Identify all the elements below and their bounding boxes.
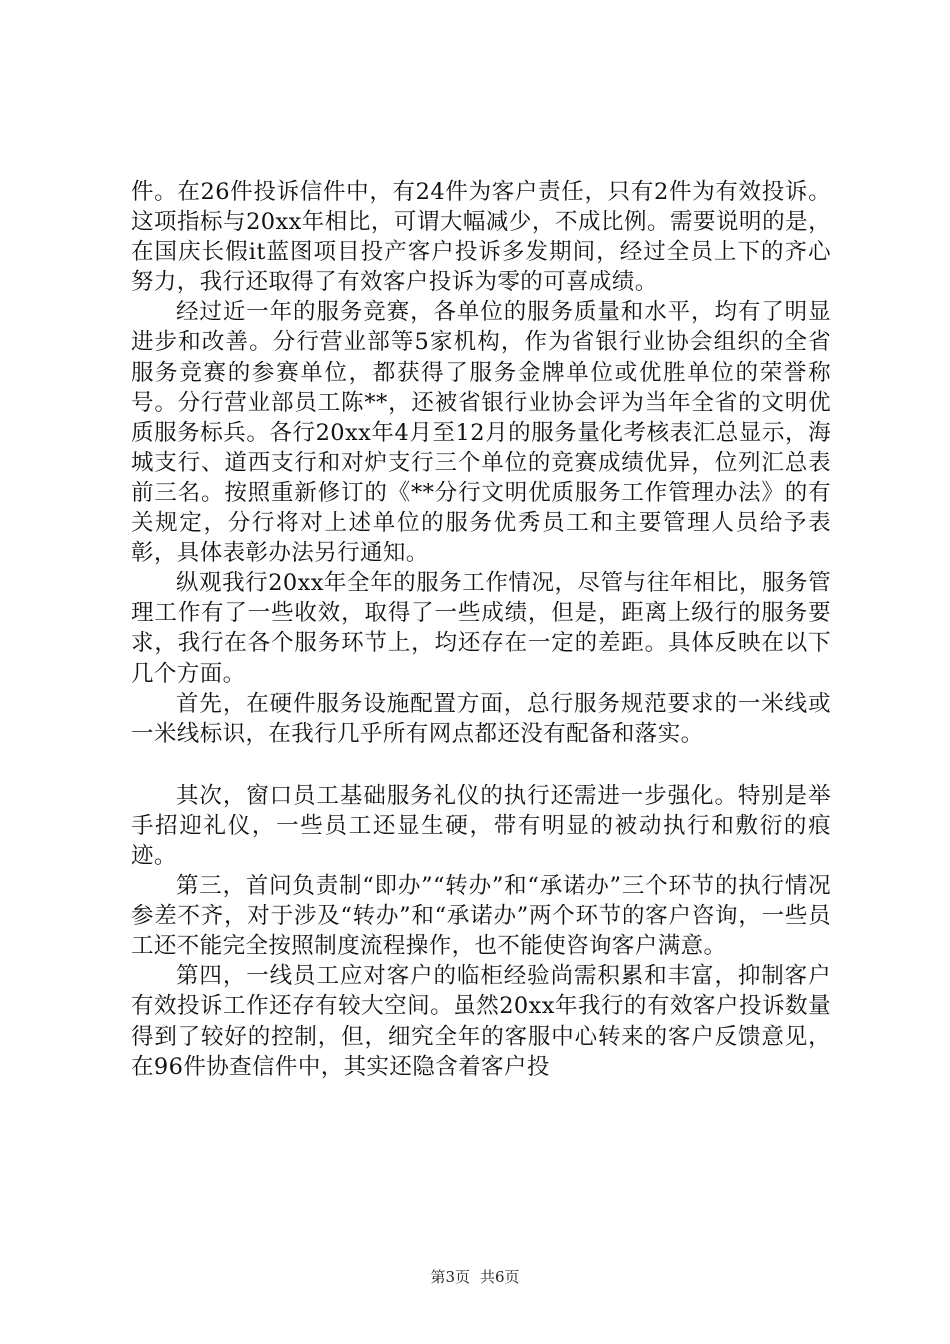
page-number: 第3页 xyxy=(430,1268,470,1286)
page-footer xyxy=(0,1267,950,1287)
paragraph-overview: 纵观我行20xx年全年的服务工作情况，尽管与往年相比，服务管理工作有了一些收效，取得了一些成绩，但是，距离上级行的服务要求，我行在各个服务环节上，均还存在一定的差距。具体反映在以下几个方面。 xyxy=(131,570,831,687)
paragraph-continuation: 件。在26件投诉信件中，有24件为客户责任，只有2件为有效投诉。这项指标与20xx年相比，可谓大幅减少，不成比例。需要说明的是，在国庆长假it蓝图项目投产客户投诉多发期间，经过全员上下的齐心努力，我行还取得了有效客户投诉为零的可喜成绩。 xyxy=(131,179,831,296)
paragraph-first-point: 首先，在硬件服务设施配置方面，总行服务规范要求的一米线或一米线标识，在我行几乎所有网点都还没有配备和落实。 xyxy=(131,690,831,747)
page-total: 共6页 xyxy=(480,1268,520,1286)
document-body xyxy=(131,177,831,1082)
paragraph-third-point: 第三，首问负责制“即办”“转办”和“承诺办”三个环节的执行情况参差不齐，对于涉及“转办”和“承诺办”两个环节的客户咨询，一些员工还不能完全按照制度流程操作，也不能使咨询客户满意。 xyxy=(131,873,831,960)
paragraph-service-competition: 经过近一年的服务竞赛，各单位的服务质量和水平，均有了明显进步和改善。分行营业部等5家机构，作为省银行业协会组织的全省服务竞赛的参赛单位，都获得了服务金牌单位或优胜单位的荣誉称号。分行营业部员工陈**，还被省银行业协会评为当年全省的文明优质服务标兵。各行20xx年4月至12月的服务量化考核表汇总显示，海城支行、道西支行和对炉支行三个单位的竞赛成绩优异，位列汇总表前三名。按照重新修订的《**分行文明优质服务工作管理办法》的有关规定，分行将对上述单位的服务优秀员工和主要管理人员给予表彰，具体表彰办法另行通知。 xyxy=(131,299,831,567)
paragraph-second-point: 其次，窗口员工基础服务礼仪的执行还需进一步强化。特别是举手招迎礼仪，一些员工还显生硬，带有明显的被动执行和敷衍的痕迹。 xyxy=(131,782,831,869)
paragraph-gap xyxy=(131,749,831,781)
paragraph-fourth-point: 第四，一线员工应对客户的临柜经验尚需积累和丰富，抑制客户有效投诉工作还存有较大空间。虽然20xx年我行的有效客户投诉数量得到了较好的控制，但，细究全年的客服中心转来的客户反馈意见，在96件协查信件中，其实还隐含着客户投 xyxy=(131,963,831,1080)
